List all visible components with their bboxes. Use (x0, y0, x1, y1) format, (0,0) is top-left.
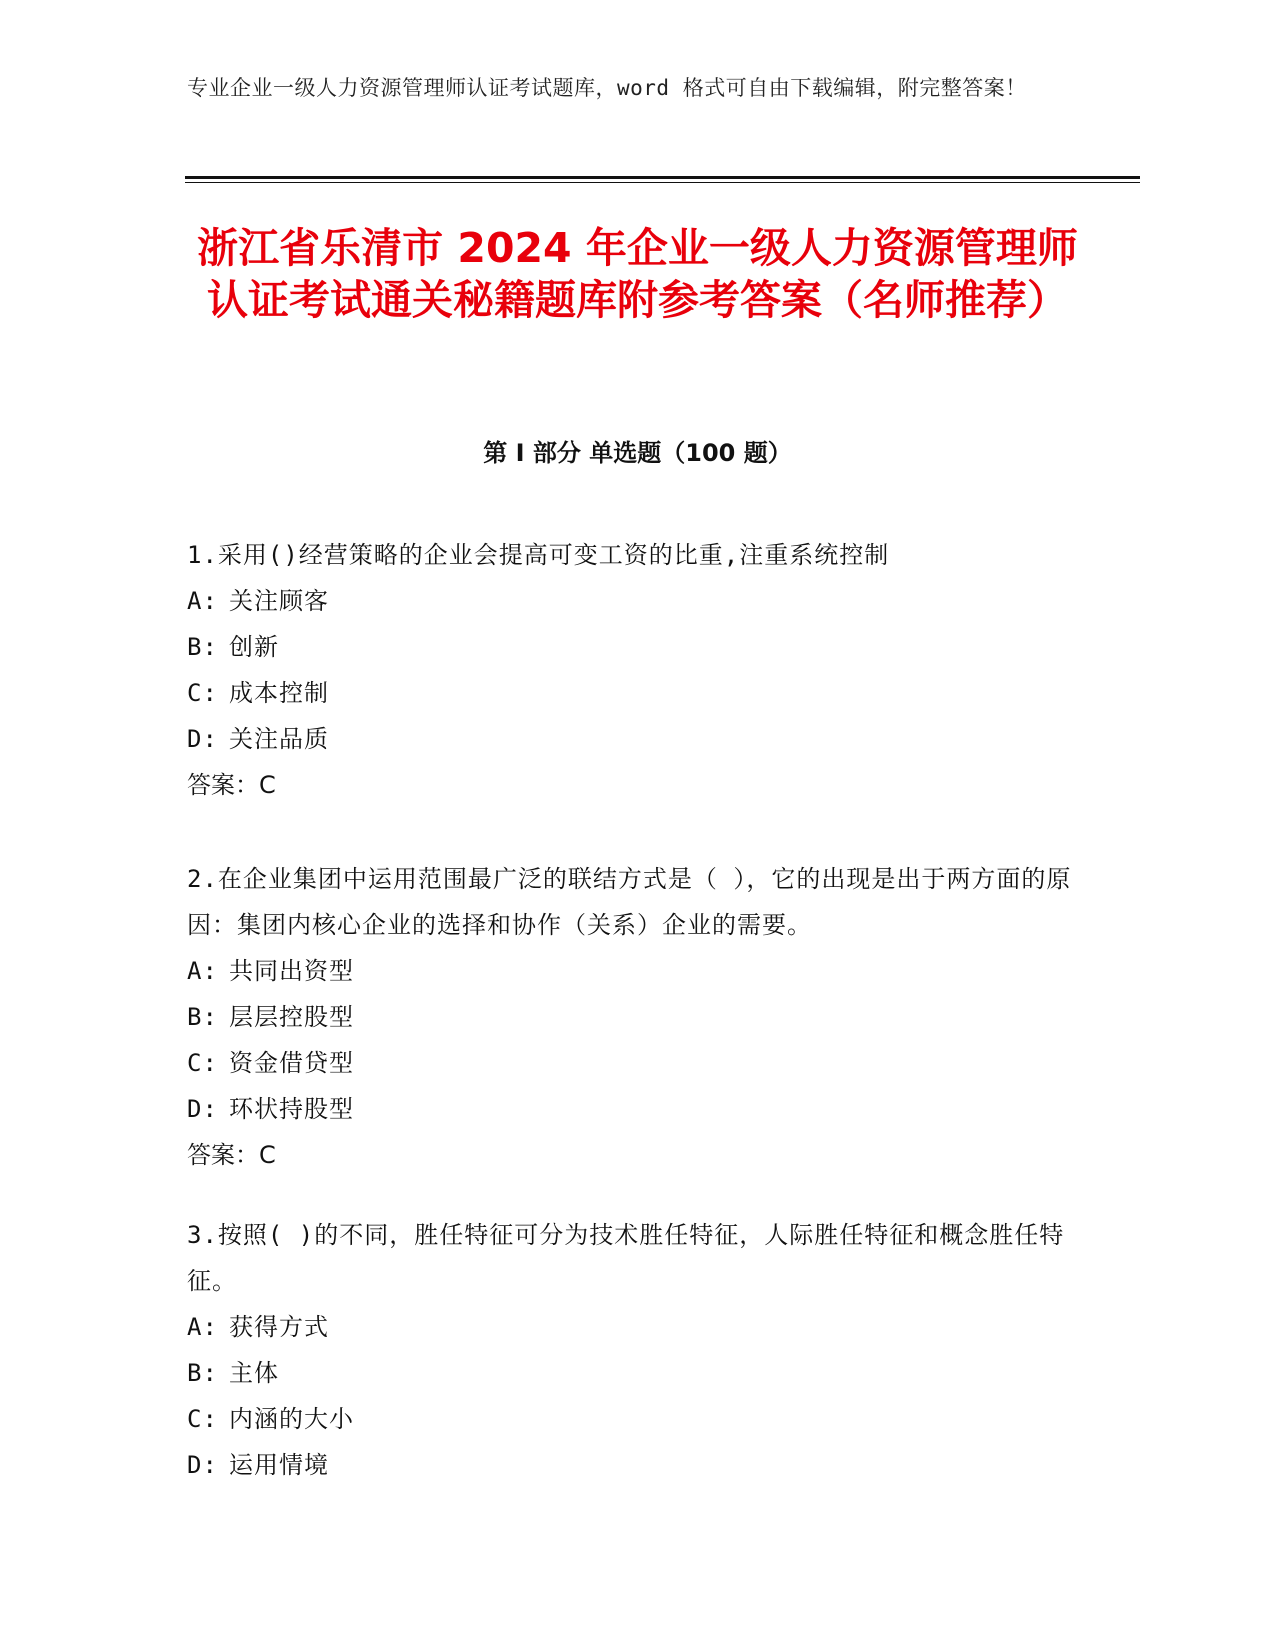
option-key: D: (187, 1451, 218, 1479)
section-heading: 第 I 部分 单选题（100 题） (483, 439, 792, 467)
option-d (187, 1086, 1087, 1132)
option-a (187, 578, 1087, 624)
option-b (187, 1350, 1087, 1396)
option-c (187, 1396, 1087, 1442)
option-text: 创新 (229, 633, 279, 661)
option-text: 获得方式 (229, 1313, 329, 1341)
option-key: A: (187, 587, 218, 615)
answer: 答案：C (187, 1141, 276, 1169)
option-text: 主体 (229, 1359, 279, 1387)
answer: 答案：C (187, 771, 276, 799)
option-d (187, 1442, 1087, 1488)
header-divider-thin (185, 182, 1140, 183)
option-key: C: (187, 1049, 218, 1077)
option-list (187, 1304, 1087, 1488)
option-text: 关注品质 (229, 725, 329, 753)
question-2 (187, 856, 1087, 1178)
option-key: B: (187, 633, 218, 661)
option-text: 资金借贷型 (229, 1049, 354, 1077)
option-b (187, 624, 1087, 670)
option-key: C: (187, 1405, 218, 1433)
question-stem: 3.按照( )的不同，胜任特征可分为技术胜任特征，人际胜任特征和概念胜任特征。 (187, 1221, 1065, 1295)
option-key: D: (187, 1095, 218, 1123)
document-title: 浙江省乐清市 2024 年企业一级人力资源管理师认证考试通关秘籍题库附参考答案（名师推荐） (197, 224, 1078, 324)
option-c (187, 1040, 1087, 1086)
option-d (187, 716, 1087, 762)
question-3 (187, 1212, 1087, 1488)
option-text: 环状持股型 (229, 1095, 354, 1123)
question-1 (187, 532, 1087, 808)
header-divider-thick (185, 176, 1140, 179)
option-text: 运用情境 (229, 1451, 329, 1479)
option-key: B: (187, 1003, 218, 1031)
option-text: 关注顾客 (229, 587, 329, 615)
header-note: 专业企业一级人力资源管理师认证考试题库，word 格式可自由下载编辑，附完整答案！ (187, 76, 1027, 100)
option-key: D: (187, 725, 218, 753)
option-text: 共同出资型 (229, 957, 354, 985)
option-text: 成本控制 (229, 679, 329, 707)
question-stem: 1.采用()经营策略的企业会提高可变工资的比重,注重系统控制 (187, 541, 890, 569)
option-text: 层层控股型 (229, 1003, 354, 1031)
option-key: A: (187, 957, 218, 985)
option-list (187, 578, 1087, 762)
option-a (187, 1304, 1087, 1350)
option-a (187, 948, 1087, 994)
option-b (187, 994, 1087, 1040)
option-list (187, 948, 1087, 1132)
question-stem: 2.在企业集团中运用范围最广泛的联结方式是（ ），它的出现是出于两方面的原因：集团内核心企业的选择和协作（关系）企业的需要。 (187, 865, 1072, 939)
option-c (187, 670, 1087, 716)
option-key: A: (187, 1313, 218, 1341)
option-key: B: (187, 1359, 218, 1387)
option-key: C: (187, 679, 218, 707)
option-text: 内涵的大小 (229, 1405, 354, 1433)
